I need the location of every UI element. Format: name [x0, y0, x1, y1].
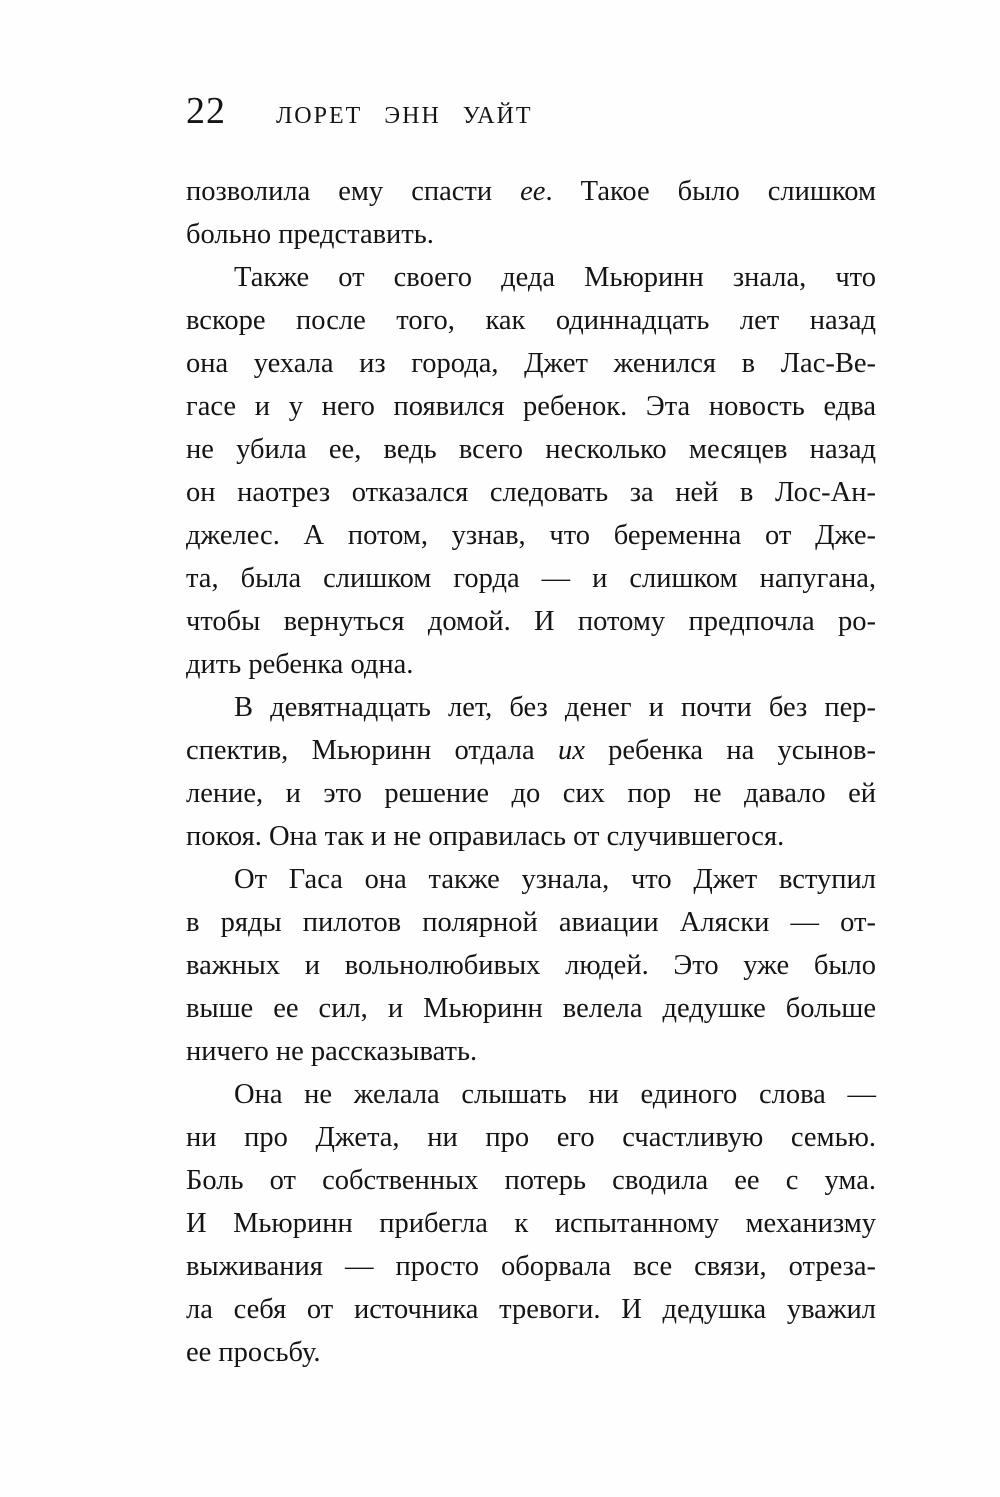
- text-line: дить ребенка одна.: [186, 649, 414, 680]
- text-line: ее просьбу.: [186, 1337, 321, 1368]
- text-line: спектив, Мьюринн отдала их ребенка на усынов-: [186, 735, 876, 766]
- text-line: не убила ее, ведь всего несколько месяцев назад: [186, 434, 876, 465]
- text-line: покоя. Она так и не оправилась от случившегося.: [186, 821, 785, 852]
- text-line: Она не желала слышать ни единого слова —: [234, 1079, 876, 1110]
- page-number: 22: [186, 90, 226, 132]
- text-line: позволила ему спасти ее. Такое было слишком: [186, 176, 876, 207]
- text-line: гасе и у него появился ребенок. Эта новость едва: [186, 391, 876, 422]
- text-line: вскоре после того, как одиннадцать лет назад: [186, 305, 876, 336]
- text-line: ни про Джета, ни про его счастливую семью.: [186, 1122, 876, 1153]
- text-line: ление, и это решение до сих пор не давало ей: [186, 778, 876, 809]
- page-header: [186, 92, 533, 130]
- text-line: джелес. А потом, узнав, что беременна от Дже-: [186, 520, 876, 551]
- text-line: в ряды пилотов полярной авиации Аляски — от-: [186, 907, 876, 938]
- running-title: ЛОРЕТ ЭНН УАЙТ: [276, 103, 533, 129]
- text-line: та, была слишком горда — и слишком напугана,: [186, 563, 876, 594]
- text-line: он наотрез отказался следовать за ней в Лос-Ан-: [186, 477, 876, 508]
- text-line: ничего не рассказывать.: [186, 1036, 478, 1067]
- text-line: она уехала из города, Джет женился в Лас-Ве-: [186, 348, 876, 379]
- text-line: ла себя от источника тревоги. И дедушка уважил: [186, 1294, 876, 1325]
- text-line: Также от своего деда Мьюринн знала, что: [234, 262, 876, 293]
- text-line: В девятнадцать лет, без денег и почти без пер-: [234, 692, 876, 723]
- text-line: чтобы вернуться домой. И потому предпочла ро-: [186, 606, 876, 637]
- text-line: больно представить.: [186, 219, 434, 250]
- text-line: выше ее сил, и Мьюринн велела дедушке больше: [186, 993, 876, 1024]
- text-line: важных и вольнолюбивых людей. Это уже было: [186, 950, 876, 981]
- text-block: [186, 170, 876, 1374]
- text-line: И Мьюринн прибегла к испытанному механизму: [186, 1208, 876, 1239]
- text-line: Боль от собственных потерь сводила ее с ума.: [186, 1165, 876, 1196]
- text-line: От Гаса она также узнала, что Джет вступил: [234, 864, 876, 895]
- text-line: выживания — просто оборвала все связи, отреза-: [186, 1251, 876, 1282]
